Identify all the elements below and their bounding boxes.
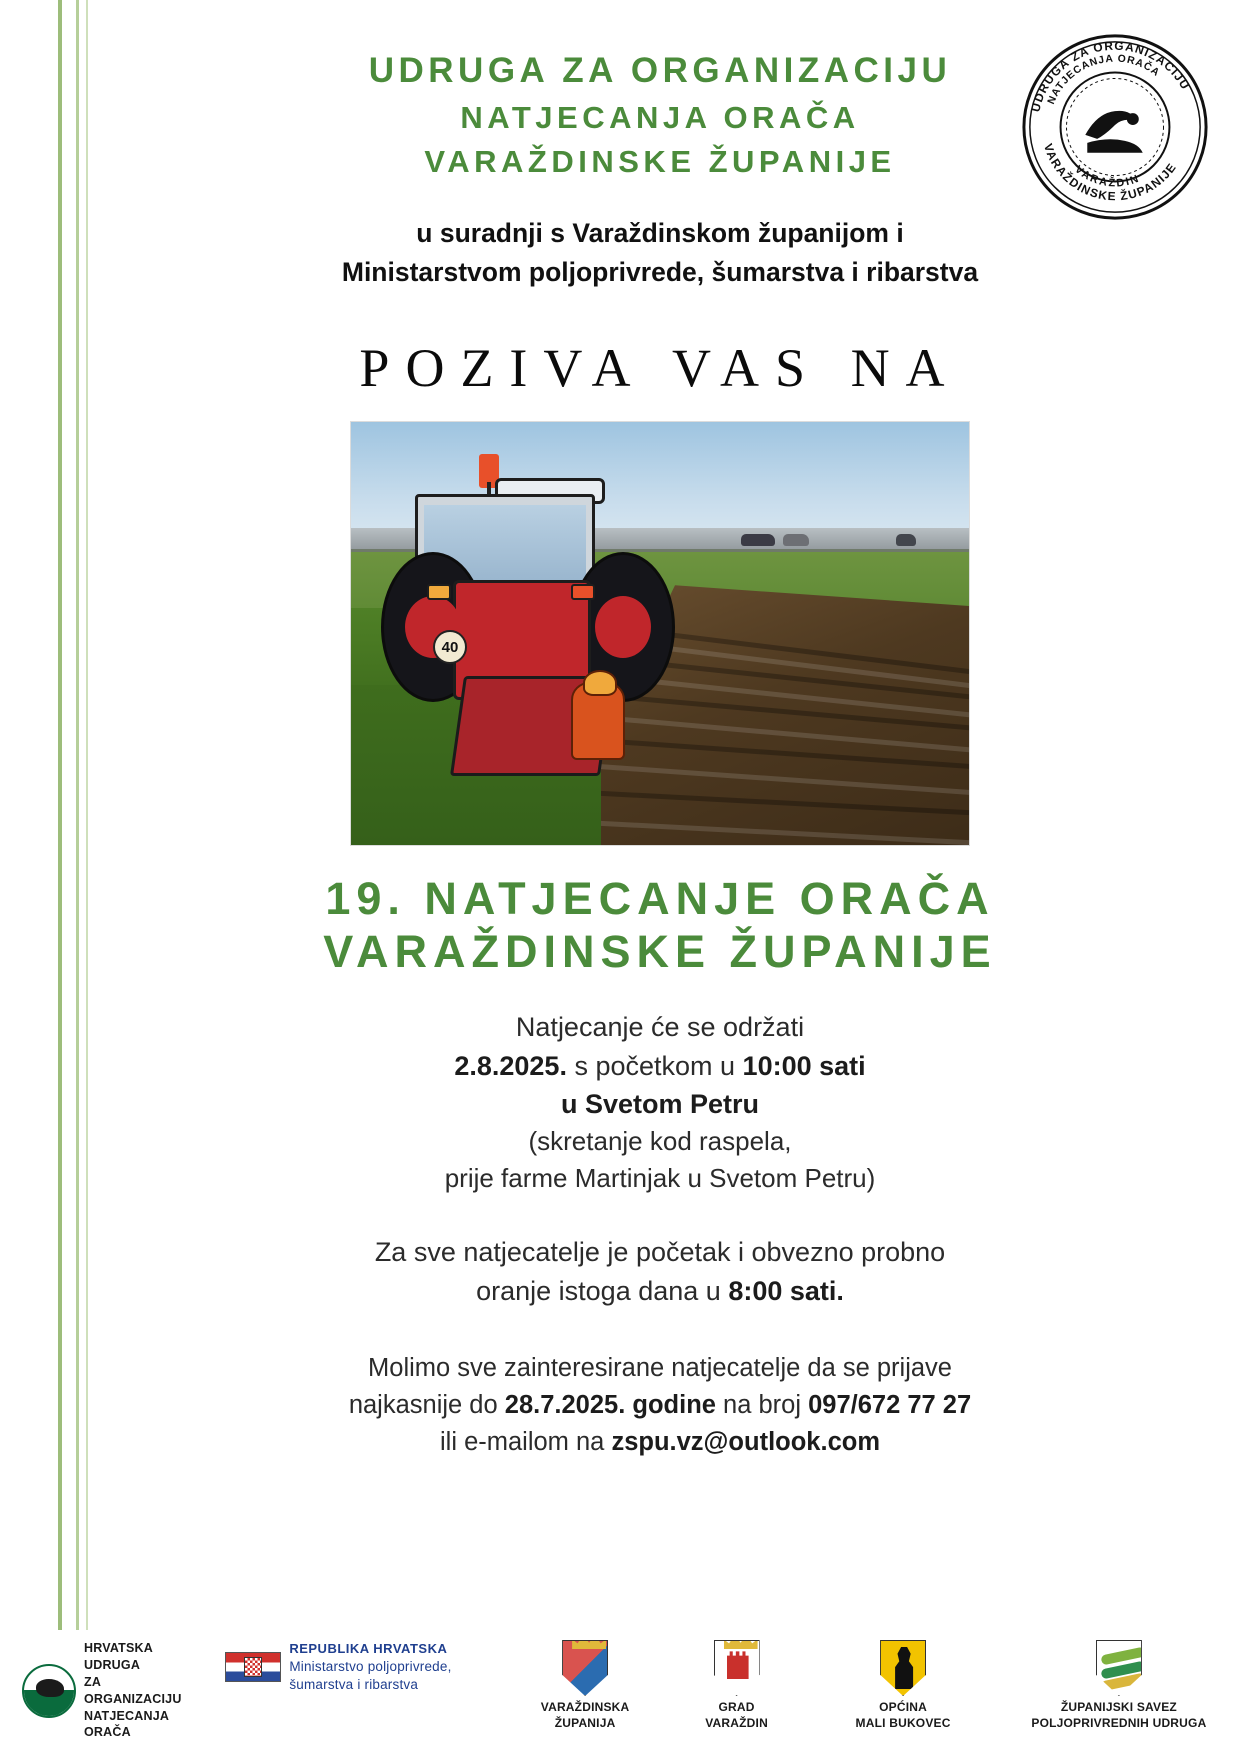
poster-page	[100, 0, 1220, 1461]
details-line-5: prije farme Martinjak u Svetom Petru)	[444, 1163, 876, 1194]
organization-title-line-3: VARAŽDINSKE ŽUPANIJE	[424, 143, 896, 179]
rule-line-2	[76, 0, 79, 1630]
registration-info	[100, 1350, 1220, 1461]
footer-logo-ministarstvo	[225, 1640, 479, 1694]
footer-logo-opcina-mali-bukovec	[828, 1640, 977, 1731]
footer-logo-varazdinska-zupanija	[515, 1640, 654, 1731]
footer-logo-grad-varazdin	[677, 1640, 797, 1731]
details-place	[100, 1085, 1220, 1123]
footer-logo-line-2: ZA ORGANIZACIJU	[84, 1674, 182, 1706]
association-stamp-icon	[1016, 28, 1214, 226]
footer-logo-text	[541, 1699, 630, 1731]
footer-logo-line-1: OPĆINA	[879, 1700, 928, 1714]
details-line-2	[100, 1047, 1220, 1085]
event-title-line-1: 19. NATJECANJE ORAČA	[325, 873, 995, 925]
footer-logos	[0, 1630, 1240, 1748]
footer-logo-line-2: VARAŽDIN	[705, 1716, 768, 1731]
zupanijski-savez-icon	[1096, 1640, 1142, 1696]
trial-line-2	[100, 1272, 1220, 1310]
svg-text:VARAŽDIN: VARAŽDIN	[1072, 163, 1142, 190]
photo-tractor	[375, 460, 705, 790]
tractor-hub	[595, 596, 651, 658]
rule-line-3	[86, 0, 88, 1630]
event-photo	[350, 421, 970, 846]
registration-line-2	[100, 1387, 1220, 1424]
event-details	[100, 1008, 1220, 1197]
event-title-line-2: VARAŽDINSKE ŽUPANIJE	[323, 926, 997, 978]
grad-varazdin-crest-icon	[714, 1640, 760, 1696]
trial-info	[100, 1233, 1220, 1310]
event-title	[100, 872, 1220, 978]
organization-title-line-2: NATJECANJA ORAČA	[460, 99, 860, 135]
croatian-flag-icon	[225, 1652, 281, 1682]
svg-text:VARAŽDINSKE ŽUPANIJE: VARAŽDINSKE ŽUPANIJE	[1041, 141, 1180, 204]
cooperation-line-1: u suradnji s Varaždinskom županijom i	[416, 217, 904, 248]
footer-logo-zupanijski-savez	[1012, 1640, 1226, 1731]
footer-logo-line-2: MALI BUKOVEC	[855, 1716, 951, 1731]
photo-car	[896, 534, 916, 546]
registration-line-1: Molimo sve zainteresirane natjecatelje da se prijave	[368, 1353, 952, 1382]
rule-line-1	[58, 0, 62, 1630]
registration-phone[interactable]: 097/672 77 27	[808, 1390, 972, 1419]
footer-logo-line-2: ŽUPANIJA	[554, 1716, 616, 1731]
footer-logo-line-1: VARAŽDINSKA	[540, 1700, 630, 1714]
footer-logo-text	[1031, 1699, 1206, 1731]
details-line-4: (skretanje kod raspela,	[528, 1126, 792, 1157]
registration-line-2-mid: na broj	[715, 1390, 809, 1419]
cooperation-line-2: Ministarstvom poljoprivrede, šumarstva i ribarstva	[341, 257, 979, 288]
poster-header	[100, 0, 1220, 204]
photo-car	[741, 534, 775, 546]
footer-logo-line-1: REPUBLIKA HRVATSKA	[289, 1641, 448, 1656]
footer-logo-line-3: šumarstva i ribarstva	[289, 1676, 419, 1692]
registration-line-3-pre: ili e-mailom na	[439, 1427, 612, 1456]
registration-email[interactable]: zspu.vz@outlook.com	[611, 1427, 880, 1456]
varazdinska-zupanija-crest-icon	[562, 1640, 608, 1696]
hrvatska-udruga-icon	[22, 1664, 76, 1718]
tractor-number-badge: 40	[433, 630, 467, 664]
trial-time: 8:00 sati.	[728, 1275, 844, 1306]
footer-logo-line-2: Ministarstvo poljoprivrede,	[289, 1658, 452, 1674]
registration-line-3	[100, 1424, 1220, 1461]
tractor-light-icon	[571, 584, 595, 600]
svg-text:UDRUGA ZA ORGANIZACIJU: UDRUGA ZA ORGANIZACIJU	[1028, 38, 1193, 114]
details-line-2-mid: s početkom u	[566, 1050, 743, 1081]
photo-person	[571, 682, 625, 760]
photo-car	[783, 534, 809, 546]
photo-scene	[351, 422, 969, 845]
invitation-headline: POZIVA VAS NA	[359, 338, 961, 399]
footer-logo-line-1: ŽUPANIJSKI SAVEZ	[1060, 1700, 1177, 1714]
trial-line-1: Za sve natjecatelje je početak i obvezno probno	[374, 1237, 946, 1268]
trial-line-2-pre: oranje istoga dana u	[476, 1275, 729, 1306]
footer-logo-line-3: NATJECANJA ORAČA	[84, 1708, 169, 1740]
footer-logo-line-2: POLJOPRIVREDNIH UDRUGA	[1031, 1716, 1207, 1731]
decorative-left-rules	[0, 0, 90, 1630]
tractor-light-icon	[427, 584, 451, 600]
registration-line-2-pre: najkasnije do	[348, 1390, 505, 1419]
event-date: 2.8.2025.	[454, 1050, 567, 1081]
footer-logo-text	[84, 1640, 201, 1741]
event-time: 10:00 sati	[742, 1050, 866, 1081]
footer-logo-text	[289, 1640, 451, 1694]
footer-logo-text	[856, 1699, 951, 1731]
registration-deadline: 28.7.2025. godine	[504, 1390, 716, 1419]
footer-logo-hrvatska-udruga	[22, 1640, 201, 1741]
details-line-1: Natjecanje će se održati	[515, 1012, 805, 1043]
opcina-mali-bukovec-crest-icon	[880, 1640, 926, 1696]
footer-logo-line-1: HRVATSKA UDRUGA	[84, 1641, 153, 1672]
svg-text:NATJECANJA ORAČA: NATJECANJA ORAČA	[1046, 53, 1162, 107]
footer-logo-line-1: GRAD	[718, 1700, 755, 1714]
event-place: u Svetom Petru	[560, 1089, 760, 1120]
footer-logo-text	[705, 1699, 768, 1731]
organization-title-line-1: UDRUGA ZA ORGANIZACIJU	[368, 51, 952, 90]
